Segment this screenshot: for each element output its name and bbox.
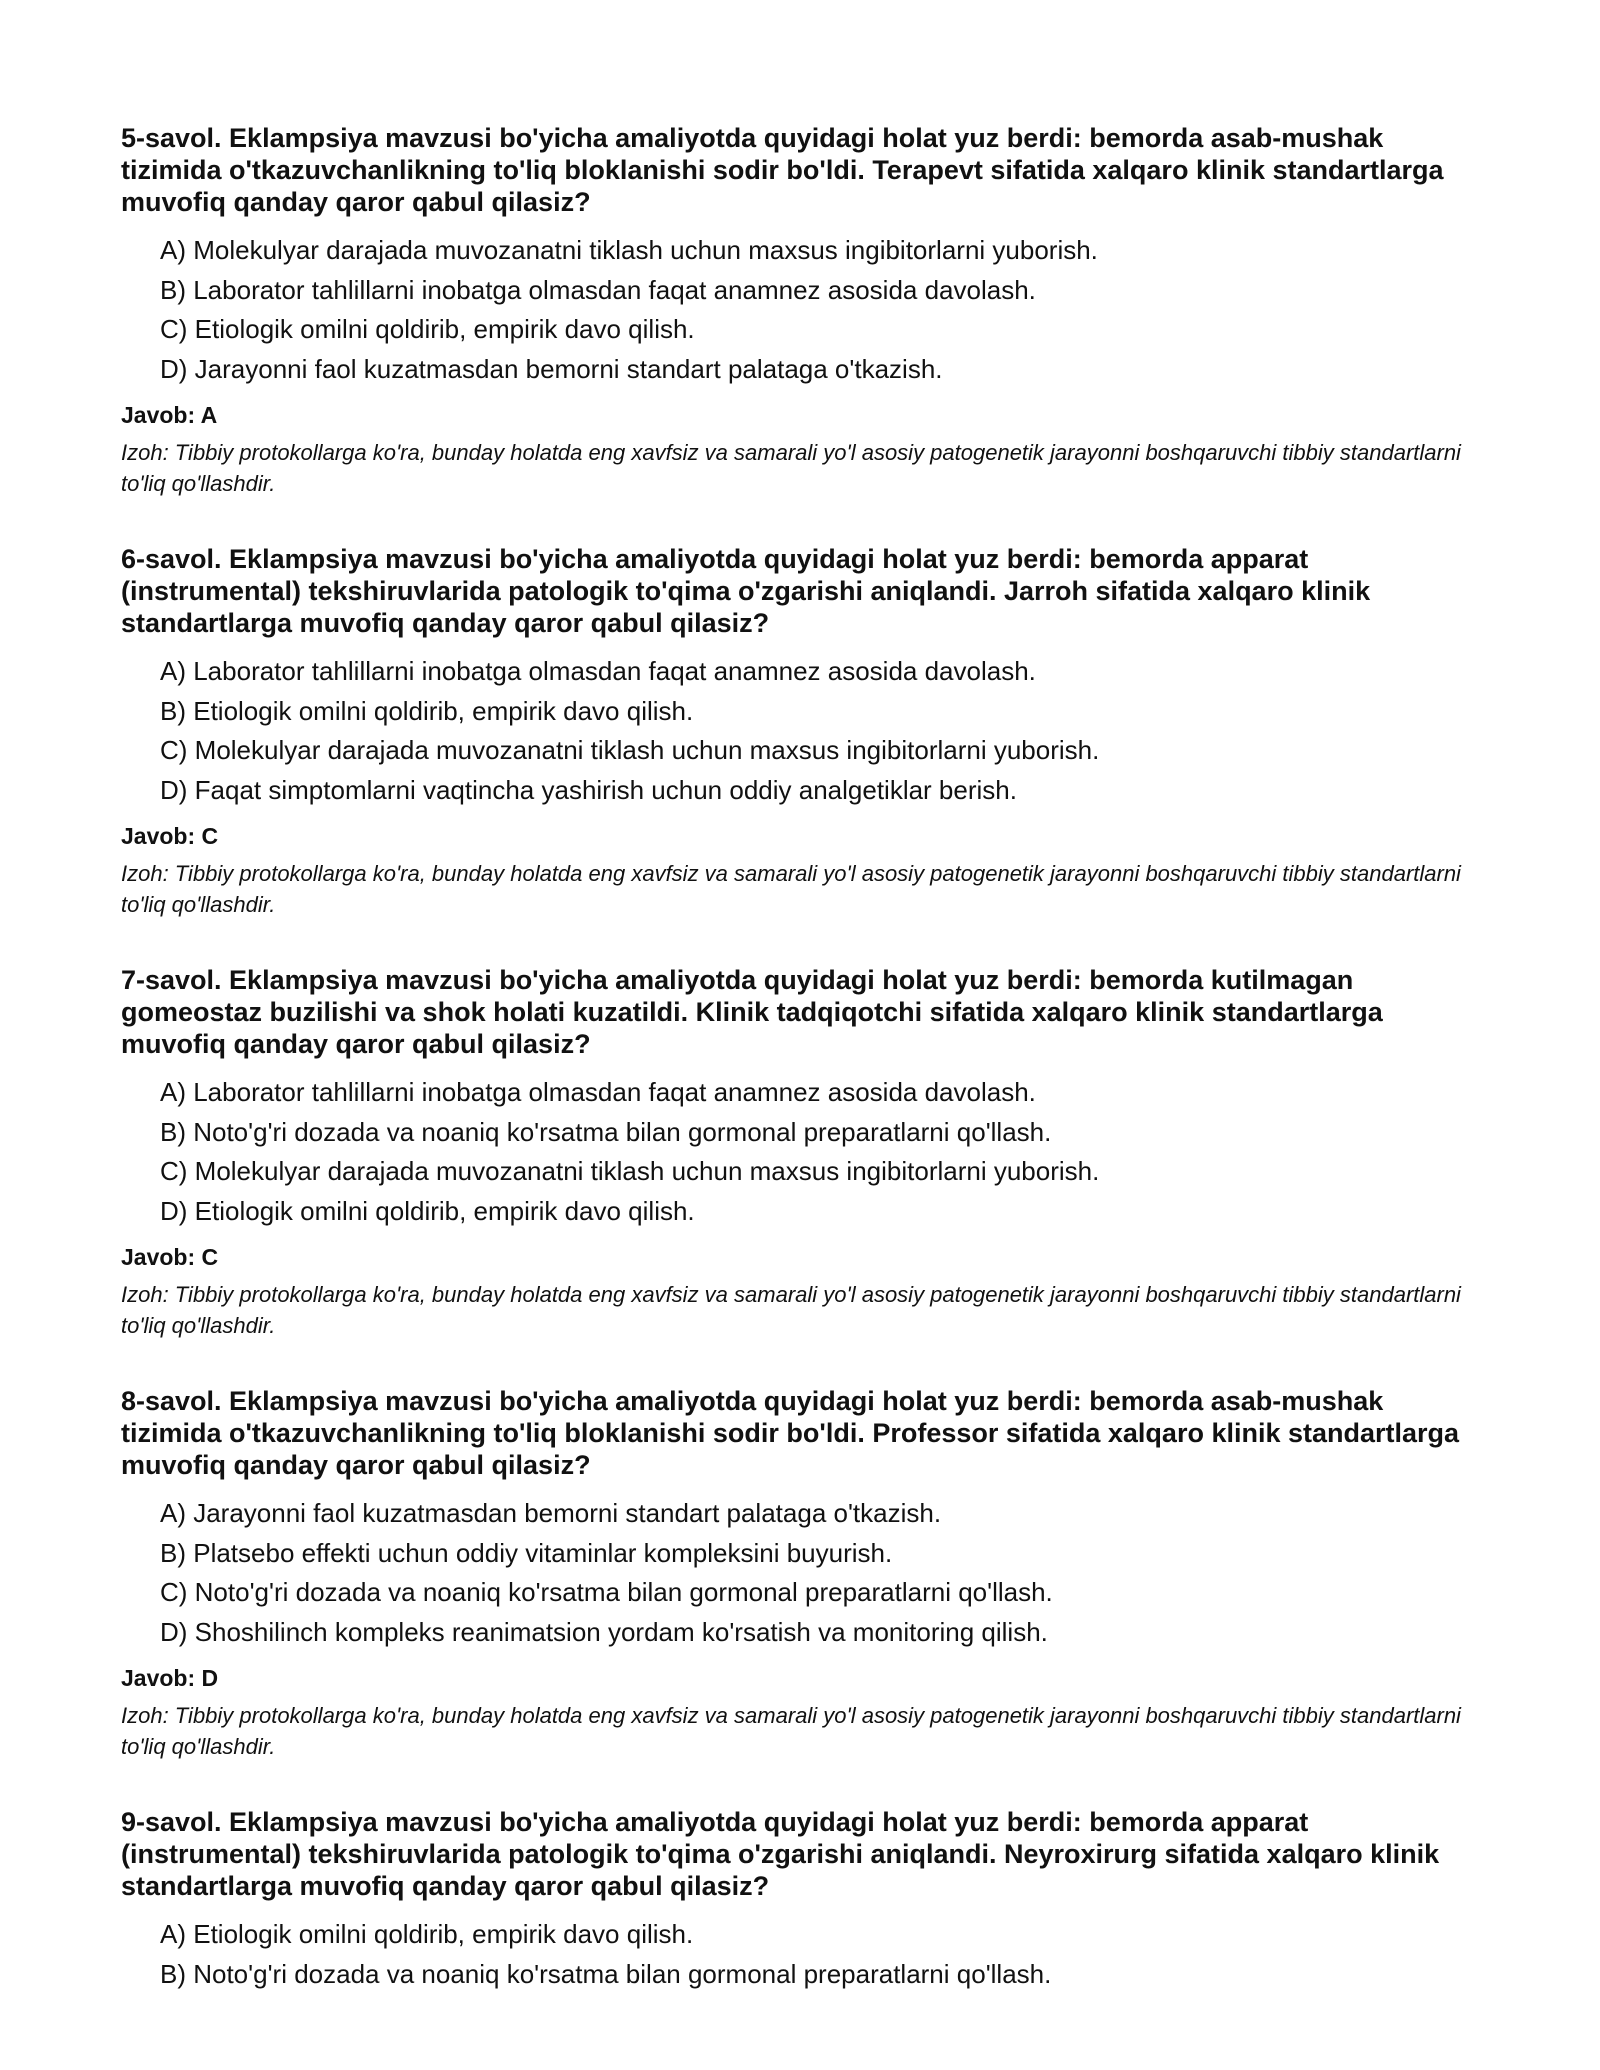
question-title: 5-savol. Eklampsiya mavzusi bo'yicha amaliyotda quyidagi holat yuz berdi: bemorda asab-mushak tizimida o'tkazuvchanlikning to'liq bloklanishi sodir bo'ldi. Terapevt sifatida xalqaro klinik standartlarga muvofiq qanday qaror qabul qilasiz? — [121, 123, 1444, 217]
question-title: 7-savol. Eklampsiya mavzusi bo'yicha amaliyotda quyidagi holat yuz berdi: bemorda kutilmagan gomeostaz buzilishi va shok holati kuzatildi. Klinik tadqiqotchi sifatida xalqaro klinik standartlarga muvofiq qanday qaror qabul qilasiz? — [121, 965, 1383, 1059]
question-title: 9-savol. Eklampsiya mavzusi bo'yicha amaliyotda quyidagi holat yuz berdi: bemorda apparat (instrumental) tekshiruvlarida patologik to'qima o'zgarishi aniqlandi. Neyroxirurg sifatida xalqaro klinik standartlarga muvofiq qanday qaror qabul qilasiz? — [121, 1807, 1440, 1901]
option-list — [121, 1073, 1491, 1231]
option-list — [121, 652, 1491, 810]
answer-label: Javob: C — [121, 823, 219, 849]
option-c: C) Molekulyar darajada muvozanatni tiklash uchun maxsus ingibitorlarni yuborish. — [160, 1156, 1100, 1186]
explanation-note: Izoh: Tibbiy protokollarga ko'ra, bunday holatda eng xavfsiz va samarali yo'l asosiy patogenetik jarayonni boshqaruvchi tibbiy standartlarni to'liq qo'llashdir. — [121, 440, 1461, 496]
option-c: C) Etiologik omilni qoldirib, empirik davo qilish. — [160, 314, 695, 344]
option-d: D) Jarayonni faol kuzatmasdan bemorni standart palataga o'tkazish. — [160, 353, 943, 384]
option-c: C) Molekulyar darajada muvozanatni tiklash uchun maxsus ingibitorlarni yuborish. — [160, 735, 1100, 765]
option-b: B) Platsebo effekti uchun oddiy vitaminlar kompleksini buyurish. — [160, 1537, 893, 1568]
explanation-note: Izoh: Tibbiy protokollarga ko'ra, bunday holatda eng xavfsiz va samarali yo'l asosiy patogenetik jarayonni boshqaruvchi tibbiy standartlarni to'liq qo'llashdir. — [121, 861, 1461, 917]
option-d: D) Shoshilinch kompleks reanimatsion yordam ko'rsatish va monitoring qilish. — [160, 1616, 1048, 1647]
question-title: 6-savol. Eklampsiya mavzusi bo'yicha amaliyotda quyidagi holat yuz berdi: bemorda apparat (instrumental) tekshiruvlarida patologik to'qima o'zgarishi aniqlandi. Jarroh sifatida xalqaro klinik standartlarga muvofiq qanday qaror qabul qilasiz? — [121, 544, 1371, 638]
option-d: D) Etiologik omilni qoldirib, empirik davo qilish. — [160, 1195, 695, 1226]
option-a: A) Molekulyar darajada muvozanatni tiklash uchun maxsus ingibitorlarni yuborish. — [160, 235, 1098, 265]
question-8 — [121, 1385, 1491, 1762]
option-b: B) Noto'g'ri dozada va noaniq ko'rsatma bilan gormonal preparatlarni qo'llash. — [160, 1116, 1052, 1147]
option-b: B) Laborator tahlillarni inobatga olmasdan faqat anamnez asosida davolash. — [160, 274, 1036, 305]
option-a: A) Laborator tahlillarni inobatga olmasdan faqat anamnez asosida davolash. — [160, 1077, 1036, 1107]
option-b: B) Etiologik omilni qoldirib, empirik davo qilish. — [160, 695, 694, 726]
explanation-note: Izoh: Tibbiy protokollarga ko'ra, bunday holatda eng xavfsiz va samarali yo'l asosiy patogenetik jarayonni boshqaruvchi tibbiy standartlarni to'liq qo'llashdir. — [121, 1282, 1461, 1338]
option-c: C) Noto'g'ri dozada va noaniq ko'rsatma bilan gormonal preparatlarni qo'llash. — [160, 1577, 1053, 1607]
option-a: A) Etiologik omilni qoldirib, empirik davo qilish. — [160, 1919, 694, 1949]
option-d: D) Faqat simptomlarni vaqtincha yashirish uchun oddiy analgetiklar berish. — [160, 774, 1017, 805]
answer-label: Javob: D — [121, 1665, 219, 1691]
question-5 — [121, 122, 1491, 499]
answer-label: Javob: A — [121, 402, 218, 428]
question-title: 8-savol. Eklampsiya mavzusi bo'yicha amaliyotda quyidagi holat yuz berdi: bemorda asab-mushak tizimida o'tkazuvchanlikning to'liq bloklanishi sodir bo'ldi. Professor sifatida xalqaro klinik standartlarga muvofiq qanday qaror qabul qilasiz? — [121, 1386, 1460, 1480]
question-6 — [121, 543, 1491, 920]
explanation-note: Izoh: Tibbiy protokollarga ko'ra, bunday holatda eng xavfsiz va samarali yo'l asosiy patogenetik jarayonni boshqaruvchi tibbiy standartlarni to'liq qo'llashdir. — [121, 1703, 1461, 1759]
option-list — [121, 1915, 1491, 1994]
question-9 — [121, 1806, 1491, 1994]
option-list — [121, 231, 1491, 389]
question-7 — [121, 964, 1491, 1341]
option-list — [121, 1494, 1491, 1652]
option-a: A) Laborator tahlillarni inobatga olmasdan faqat anamnez asosida davolash. — [160, 656, 1036, 686]
document-page — [121, 122, 1491, 2038]
option-b: B) Noto'g'ri dozada va noaniq ko'rsatma bilan gormonal preparatlarni qo'llash. — [160, 1958, 1052, 1989]
answer-label: Javob: C — [121, 1244, 219, 1270]
option-a: A) Jarayonni faol kuzatmasdan bemorni standart palataga o'tkazish. — [160, 1498, 942, 1528]
